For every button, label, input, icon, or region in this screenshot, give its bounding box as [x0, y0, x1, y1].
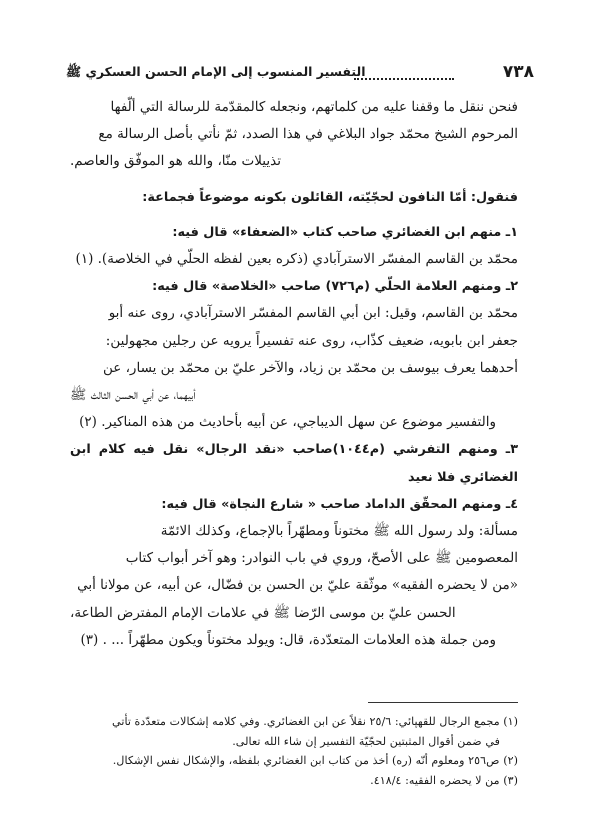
- main-text: [70, 94, 518, 654]
- paragraph-line: تذييلات منّا، والله هو الموفّق والعاصم.: [70, 153, 281, 170]
- list-heading-2: ٢ـ ومنهم العلامة الحلّي (م٧٢٦) صاحب «الخلاصة» قال فيه:: [152, 279, 518, 295]
- quote-line: محمّد بن القاسم المفسّر الاسترآبادي (ذكره بعين لفظه الحلّي في الخلاصة). (١): [75, 251, 518, 268]
- running-title: التفسير المنسوب إلى الإمام الحسن العسكري ﷺ: [66, 64, 366, 79]
- paragraph-line: فنحن ننقل ما وقفنا عليه من كلماتهم، ونجعله كالمقدّمة للرسالة التي ألّفها: [110, 99, 518, 115]
- footnotes: [72, 712, 518, 790]
- quote-line: ومن جملة هذه العلامات المتعدّدة، قال: ويولد مختوناً ويكون مطهّراً ... . (٣): [80, 631, 496, 648]
- quote-line: محمّد بن القاسم، وقيل: ابن أبي القاسم المفسّر الاسترآبادي، روى عنه أبو: [108, 305, 518, 322]
- footnote-separator: [368, 702, 518, 703]
- quote-line: المعصومين ﷺ على الأصحّ، وروي في باب النوادر: وهو آخر أبواب كتاب: [125, 550, 518, 567]
- section-heading: فنقول: أمّا النافون لحجّيّته، القائلون بكونه موضوعاً فجماعة:: [142, 189, 518, 205]
- paragraph-line: المرحوم الشيخ محمّد جواد البلاغي في هذا الصدد، ثمّ نأتي بأصل الرسالة مع: [98, 126, 518, 143]
- quote-line: مسألة: ولد رسول الله ﷺ مختوناً ومطهّراً بالإجماع، وكذلك الائمّة: [160, 523, 518, 540]
- header-dotted-separator: [354, 64, 454, 80]
- list-heading-4: ٤ـ ومنهم المحقّق الداماد صاحب « شارع النجاة» قال فيه:: [161, 496, 518, 512]
- footnote-1: (١) مجمع الرجال للقهپائي: ٢٥/٦ نقلاً عن ابن الغضائري. وفي كلامه إشكالات متعدّدة تأتي: [112, 715, 518, 728]
- quote-line: «من لا يحضره الفقيه» موثّقة عليّ بن الحسن بن فضّال، عن أبيه، عن مولانا أبي: [77, 577, 518, 594]
- page-header: [66, 62, 534, 86]
- footnote-1-continued: في ضمن أقوال المثبتين لحجّيّة التفسير إن شاء الله تعالى.: [232, 734, 500, 748]
- page-number: ٧٣٨: [502, 62, 534, 82]
- footnote-2: (٢) ص٢٥٦ ومعلوم أنّه (ره) أخذ من كتاب ابن الغضائري بلفظه، والإشكال نفس الإشكال.: [112, 754, 518, 767]
- quote-line: أحدهما يعرف بيوسف بن محمّد بن زياد، والآخر عليّ بن محمّد بن يسار، عن: [102, 359, 518, 376]
- footnote-3: (٣) من لا يحضره الفقيه: ٤١٨/٤.: [370, 773, 518, 787]
- quote-line: أبيهما، عن أبي الحسن الثالث ﷺ: [70, 387, 196, 404]
- quote-line: الحسن عليّ بن موسى الرّضا ﷺ في علامات الإمام المفترض الطاعة،: [70, 604, 456, 621]
- list-heading-1: ١ـ منهم ابن الغضائري صاحب كتاب «الضعفاء» قال فيه:: [172, 224, 518, 240]
- list-heading-3: ٣ـ ومنهم التفرشي (م١٠٤٤)صاحب «نقد الرجال» نقل فيه كلام ابن الغضائري فلا نعيد: [70, 442, 518, 485]
- quote-line: جعفر ابن بابويه، ضعيف كذّاب، روى عنه تفسيراً يرويه عن رجلين مجهولين:: [105, 332, 518, 349]
- quote-line: والتفسير موضوع عن سهل الديباجي، عن أبيه بأحاديث من هذه المناكير. (٢): [79, 414, 496, 431]
